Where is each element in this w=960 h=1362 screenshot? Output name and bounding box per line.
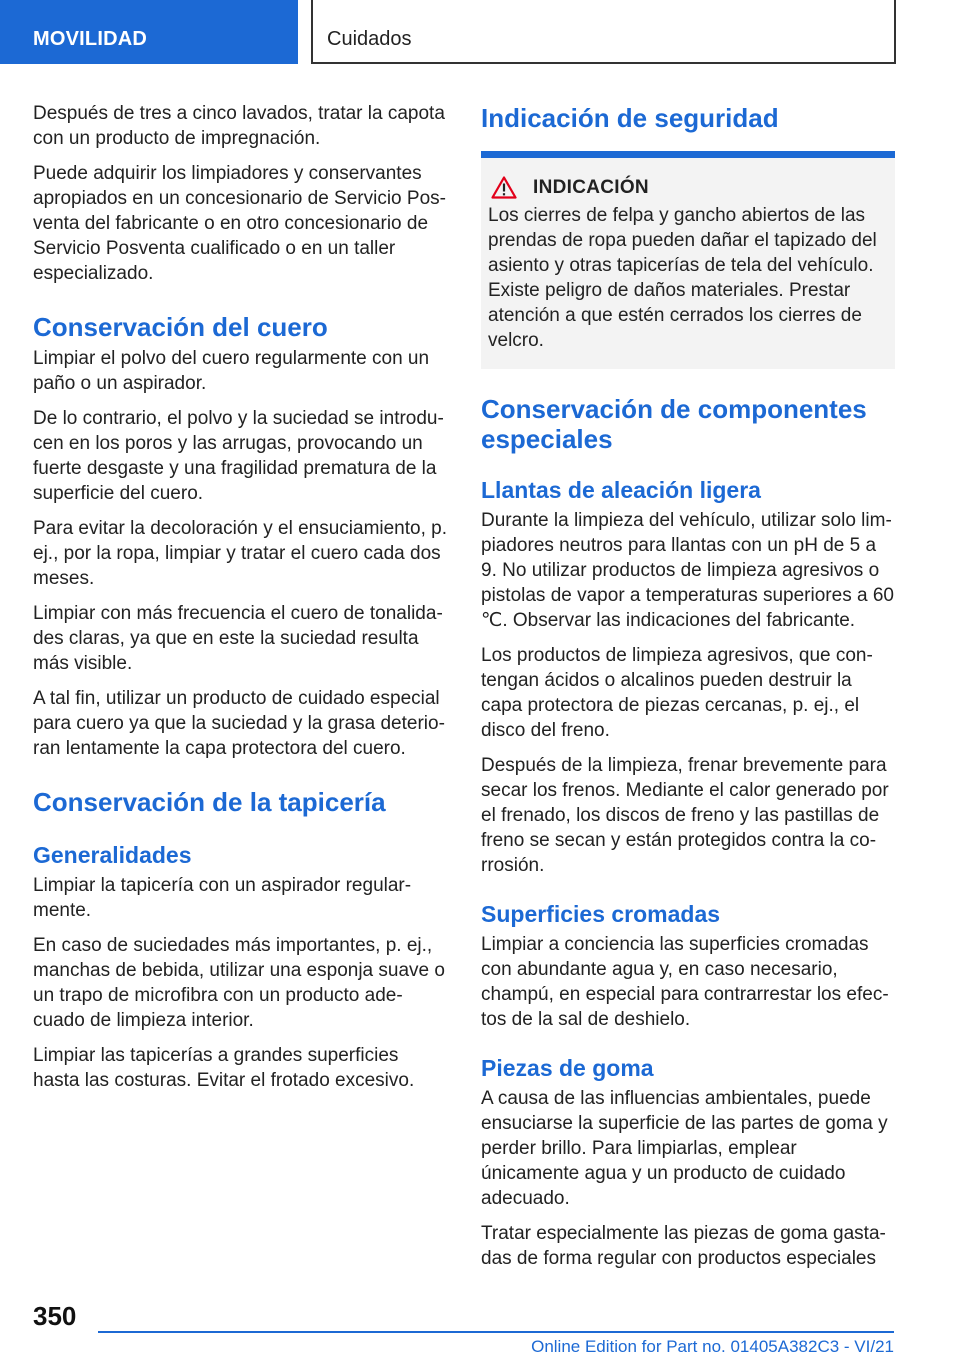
- paragraph: Puede adquirir los limpiadores y conservantes apropiados en un concesionario de Servicio Posventa del fabricante o en otro concesionario de Servicio Posventa cualificado o en un taller especializado.: [33, 163, 446, 284]
- heading-upholstery-care: Conservación de la tapicería: [33, 787, 386, 817]
- footer-edition: Online Edition for Part no. 01405A382C3 - VI/21: [531, 1337, 894, 1356]
- paragraph: Limpiar el polvo del cuero regularmente con un paño o un aspirador.: [33, 348, 430, 394]
- right-column: [481, 101, 895, 1281]
- paragraph: Limpiar la tapicería con un aspirador regularmente.: [33, 875, 412, 921]
- section-tab: MOVILIDAD: [0, 0, 298, 64]
- footer-divider: [98, 1331, 894, 1333]
- subheading-rubber-parts: Piezas de goma: [481, 1055, 654, 1081]
- paragraph: De lo contrario, el polvo y la suciedad se introducen en los poros y las arrugas, provocando un fuerte desgaste y una fragilidad prematura de la superficie del cuero.: [33, 408, 444, 504]
- subheading-general: Generalidades: [33, 842, 192, 868]
- paragraph: A causa de las influencias ambientales, puede ensuciarse la superficie de las partes de goma y perder brillo. Para limpiarlas, emplear únicamente agua y un producto de cuidado adecuado.: [481, 1088, 888, 1209]
- paragraph: Limpiar a conciencia las superficies cromadas con abundante agua y, en caso necesario, champú, en especial para contrarrestar los efectos de la sal de deshielo.: [481, 934, 889, 1030]
- paragraph: Después de tres a cinco lavados, tratar la capota con un producto de impregnación.: [33, 103, 445, 149]
- safety-note-box: [481, 151, 895, 369]
- paragraph: En caso de suciedades más importantes, p. ej., manchas de bebida, utilizar una esponja suave o un trapo de microfibra con un producto adecuado de limpieza interior.: [33, 935, 445, 1031]
- safety-note-label: INDICACIÓN: [533, 176, 649, 198]
- warning-triangle-icon: [491, 176, 517, 199]
- safety-note-text: Los cierres de felpa y gancho abiertos de las prendas de ropa pueden dañar el tapizado del asiento y otras tapicerías de tela del vehículo. Existe peligro de daños materiales. Prestar atención a que estén cerrados los cierres de velcro.: [488, 205, 877, 351]
- heading-safety-note: Indicación de seguridad: [481, 103, 779, 133]
- heading-leather-care: Conservación del cuero: [33, 312, 328, 342]
- left-column: [33, 101, 447, 1103]
- page-number: 350: [33, 1301, 77, 1331]
- heading-special-components: Conservación de componentes especiales: [481, 394, 867, 454]
- paragraph: Para evitar la decoloración y el ensuciamiento, p. ej., por la ropa, limpiar y tratar el cuero cada dos meses.: [33, 518, 448, 589]
- subheading-alloy-wheels: Llantas de aleación ligera: [481, 477, 761, 503]
- safety-note-header: [488, 176, 888, 199]
- paragraph: Tratar especialmente las piezas de goma gastadas de forma regular con productos especiales: [481, 1223, 886, 1269]
- paragraph: Limpiar las tapicerías a grandes superficies hasta las costuras. Evitar el frotado excesivo.: [33, 1045, 415, 1091]
- paragraph: A tal fin, utilizar un producto de cuidado especial para cuero ya que la suciedad y la grasa deterioran lentamente la capa protectora del cuero.: [33, 688, 445, 759]
- paragraph: Después de la limpieza, frenar brevemente para secar los frenos. Mediante el calor generado por el frenado, los discos de freno y las pastillas de freno se secan y están protegidos contra la corrosión.: [481, 755, 889, 876]
- chapter-title: Cuidados: [311, 0, 896, 64]
- paragraph: Durante la limpieza del vehículo, utilizar solo limpiadores neutros para llantas con un pH de 5 a 9. No utilizar productos de limpieza agresivos o pistolas de vapor a temperaturas superiores a 60 ℃. Observar las indicaciones del fabricante.: [481, 510, 894, 631]
- subheading-chrome-surfaces: Superficies cromadas: [481, 901, 721, 927]
- paragraph: Limpiar con más frecuencia el cuero de tonalidades claras, ya que en este la suciedad resulta más visible.: [33, 603, 443, 674]
- paragraph: Los productos de limpieza agresivos, que contengan ácidos o alcalinos pueden destruir la capa protectora de piezas cercanas, p. ej., el disco del freno.: [481, 645, 873, 741]
